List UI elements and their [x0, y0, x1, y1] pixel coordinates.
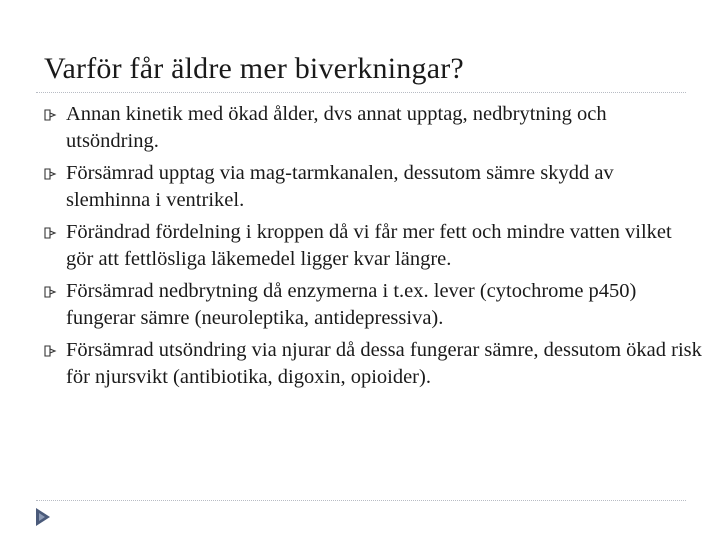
bullet-item-3 [43, 219, 703, 273]
bullet-arrow-icon [43, 108, 57, 122]
bullet-arrow-icon [43, 285, 57, 299]
bullet-text-3: Förändrad fördelning i kroppen då vi får mer fett och mindre vatten vilket gör att fettlösliga läkemedel ligger kvar längre. [66, 221, 672, 270]
bullet-item-5 [43, 337, 703, 391]
bullet-arrow-icon [43, 344, 57, 358]
bullet-text-2: Försämrad upptag via mag-tarmkanalen, dessutom sämre skydd av slemhinna i ventrikel. [66, 162, 614, 211]
bullet-item-4 [43, 278, 703, 332]
bullet-item-2 [43, 160, 703, 214]
footer-divider [36, 500, 686, 501]
bullet-text-1: Annan kinetik med ökad ålder, dvs annat upptag, nedbrytning och utsöndring. [66, 103, 607, 152]
bullet-item-1 [43, 101, 703, 155]
triangle-arrow-icon[interactable] [34, 507, 52, 527]
bullet-list [43, 101, 703, 396]
bullet-arrow-icon [43, 167, 57, 181]
bullet-text-5: Försämrad utsöndring via njurar då dessa fungerar sämre, dessutom ökad risk för njursvikt (antibiotika, digoxin, opioider). [66, 339, 702, 388]
slide-title: Varför får äldre mer biverkningar? [44, 52, 464, 85]
bullet-text-4: Försämrad nedbrytning då enzymerna i t.ex. lever (cytochrome p450) fungerar sämre (neuroleptika, antidepressiva). [66, 280, 637, 329]
title-divider [36, 92, 686, 93]
bullet-arrow-icon [43, 226, 57, 240]
